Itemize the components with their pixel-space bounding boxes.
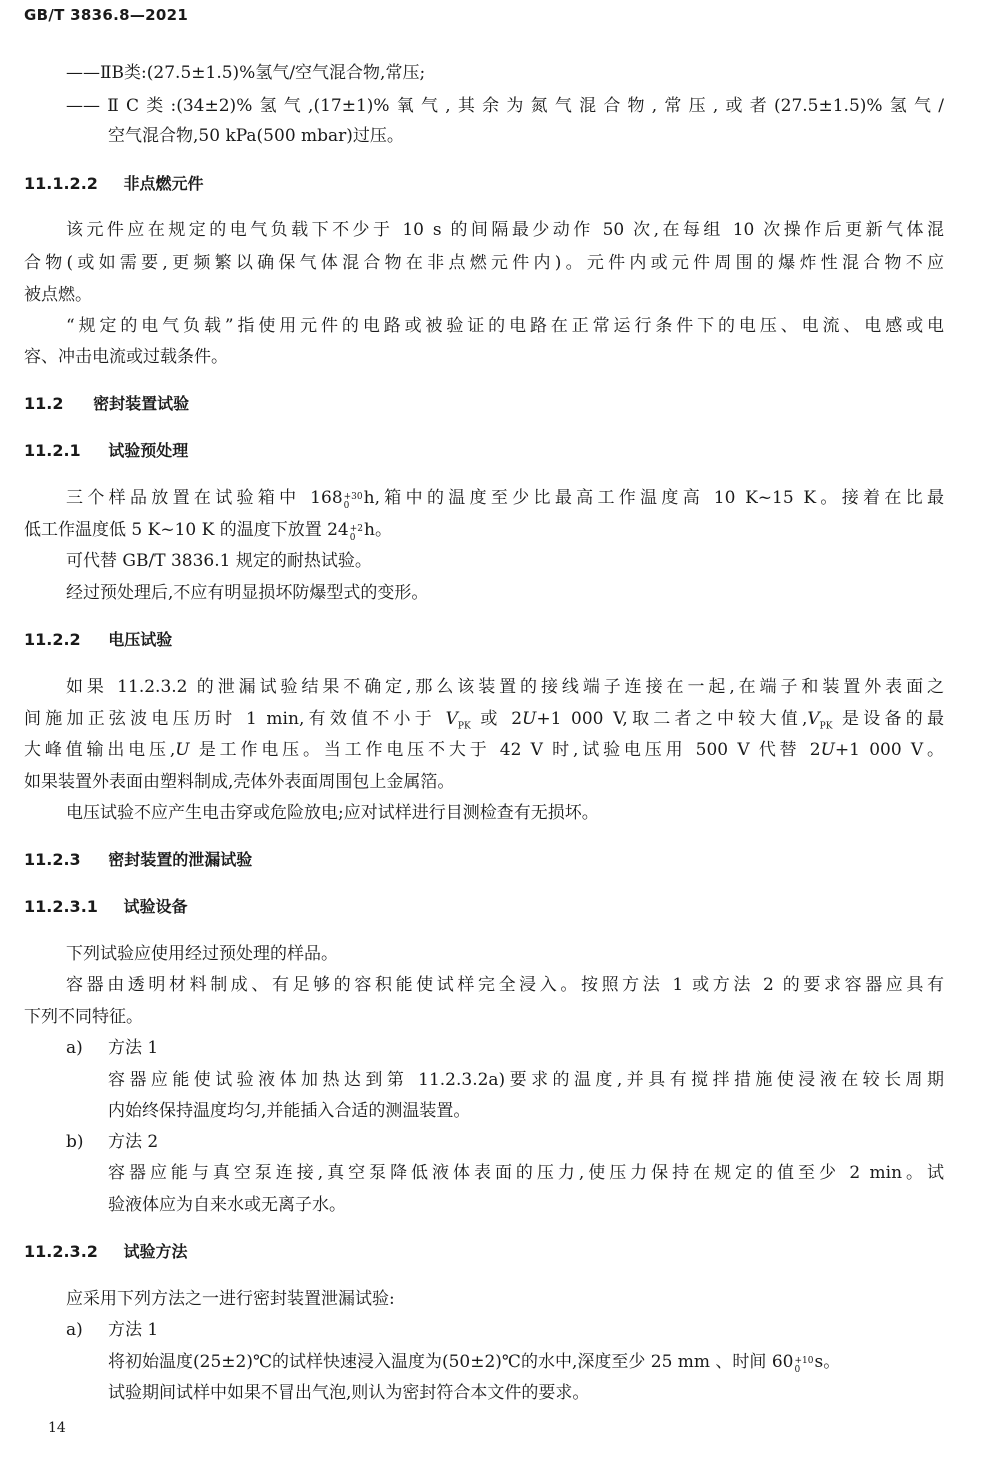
text-line: ——ⅡC类:(34±2)%氢气,(17±1)%氧气,其余为氮气混合物,常压,或者(27.5±1.5)%氢气/ xyxy=(66,96,944,116)
tolerance: +30 0 xyxy=(343,492,363,511)
list-marker: a) xyxy=(66,1320,83,1340)
section-heading xyxy=(24,440,188,462)
text-line: 内始终保持温度均匀,并能插入合适的测温装置。 xyxy=(108,1101,471,1121)
section-number: 11.2.3.1 xyxy=(24,897,98,916)
section-title: 非点燃元件 xyxy=(123,174,204,193)
section-heading xyxy=(24,849,252,871)
text-line: 应采用下列方法之一进行密封装置泄漏试验: xyxy=(66,1289,395,1309)
section-number: 11.2 xyxy=(24,394,64,413)
text-line: 下列试验应使用经过预处理的样品。 xyxy=(66,944,338,964)
section-title: 密封装置试验 xyxy=(93,394,190,413)
tolerance: +10 0 xyxy=(794,1356,814,1375)
text-line: “规定的电气负载”指使用元件的电路或被验证的电路在正常运行条件下的电压、电流、电感或电 xyxy=(66,316,944,336)
text-line: 合物(或如需要,更频繁以确保气体混合物在非点燃元件内)。元件内或元件周围的爆炸性混合物不应 xyxy=(24,253,944,273)
text-line: 大峰值输出电压,U 是工作电压。当工作电压不大于 42 V 时,试验电压用 500 V 代替 2U+1 000 V。 xyxy=(24,740,945,760)
list-item-title: 方法 1 xyxy=(108,1038,159,1058)
section-number: 11.2.3 xyxy=(24,850,81,869)
text-line: 如果 11.2.3.2 的泄漏试验结果不确定,那么该装置的接线端子连接在一起,在端子和装置外表面之 xyxy=(66,677,944,697)
tolerance: +2 0 xyxy=(349,524,364,543)
text-line: 容器应能使试验液体加热达到第 11.2.3.2a)要求的温度,并具有搅拌措施使浸液在较长周期 xyxy=(108,1070,944,1090)
text-line: 间施加正弦波电压历时 1 min,有效值不小于 $V_{PK}$ 或 2U+1 000 V,取二者之中较大值$,V_{PK}$ 是设备的最 xyxy=(24,709,944,732)
text-line: 被点燃。 xyxy=(24,285,92,305)
section-title: 试验设备 xyxy=(123,897,188,916)
text-line: 经过预处理后,不应有明显损坏防爆型式的变形。 xyxy=(66,583,429,603)
list-item-title: 方法 2 xyxy=(108,1132,159,1152)
list-marker: a) xyxy=(66,1038,83,1058)
text-line: 低工作温度低 5 K~10 K 的温度下放置 24 $^{+2 0}$ h。 xyxy=(24,520,392,543)
text-line: 容器由透明材料制成、有足够的容积能使试样完全浸入。按照方法 1 或方法 2 的要求容器应具有 xyxy=(66,975,944,995)
section-title: 试验预处理 xyxy=(108,441,189,460)
text-line: 试验期间试样中如果不冒出气泡,则认为密封符合本文件的要求。 xyxy=(108,1383,590,1403)
text-line: 该元件应在规定的电气负载下不少于 10 s 的间隔最少动作 50 次,在每组 10 次操作后更新气体混 xyxy=(66,220,944,240)
text-line: 容、冲击电流或过载条件。 xyxy=(24,347,228,367)
section-heading xyxy=(24,173,204,195)
section-heading xyxy=(24,1241,188,1263)
text-line: 可代替 GB/T 3836.1 规定的耐热试验。 xyxy=(66,551,372,571)
text-line: 将初始温度(25±2)℃的试样快速浸入温度为(50±2)℃的水中,深度至少 25 mm 、时间 60 $^{+10 0}$ s。 xyxy=(108,1352,841,1375)
section-heading xyxy=(24,629,172,651)
section-title: 密封装置的泄漏试验 xyxy=(108,850,253,869)
text-line: 三个样品放置在试验箱中 168 $^{+30 0}$ h,箱中的温度至少比最高工作温度高 10 K~15 K。接着在比最 xyxy=(66,488,944,511)
page-number: 14 xyxy=(48,1420,66,1436)
text-line: 空气混合物,50 kPa(500 mbar)过压。 xyxy=(108,126,404,146)
standard-code: GB/T 3836.8—2021 xyxy=(24,6,189,24)
section-number: 11.2.1 xyxy=(24,441,81,460)
list-marker: b) xyxy=(66,1132,84,1152)
text-line: ——ⅡB类:(27.5±1.5)%氢气/空气混合物,常压; xyxy=(66,63,426,83)
text-line: 容器应能与真空泵连接,真空泵降低液体表面的压力,使压力保持在规定的值至少 2 min。试 xyxy=(108,1163,944,1183)
text-line: 验液体应为自来水或无离子水。 xyxy=(108,1195,346,1215)
section-number: 11.1.2.2 xyxy=(24,174,98,193)
section-title: 试验方法 xyxy=(123,1242,188,1261)
text-line: 如果装置外表面由塑料制成,壳体外表面周围包上金属箔。 xyxy=(24,772,455,792)
section-number: 11.2.3.2 xyxy=(24,1242,98,1261)
section-number: 11.2.2 xyxy=(24,630,81,649)
text-line: 电压试验不应产生电击穿或危险放电;应对试样进行目测检查有无损坏。 xyxy=(66,803,599,823)
section-heading xyxy=(24,393,189,415)
list-item-title: 方法 1 xyxy=(108,1320,159,1340)
section-title: 电压试验 xyxy=(108,630,173,649)
section-heading xyxy=(24,896,188,918)
text-line: 下列不同特征。 xyxy=(24,1007,143,1027)
